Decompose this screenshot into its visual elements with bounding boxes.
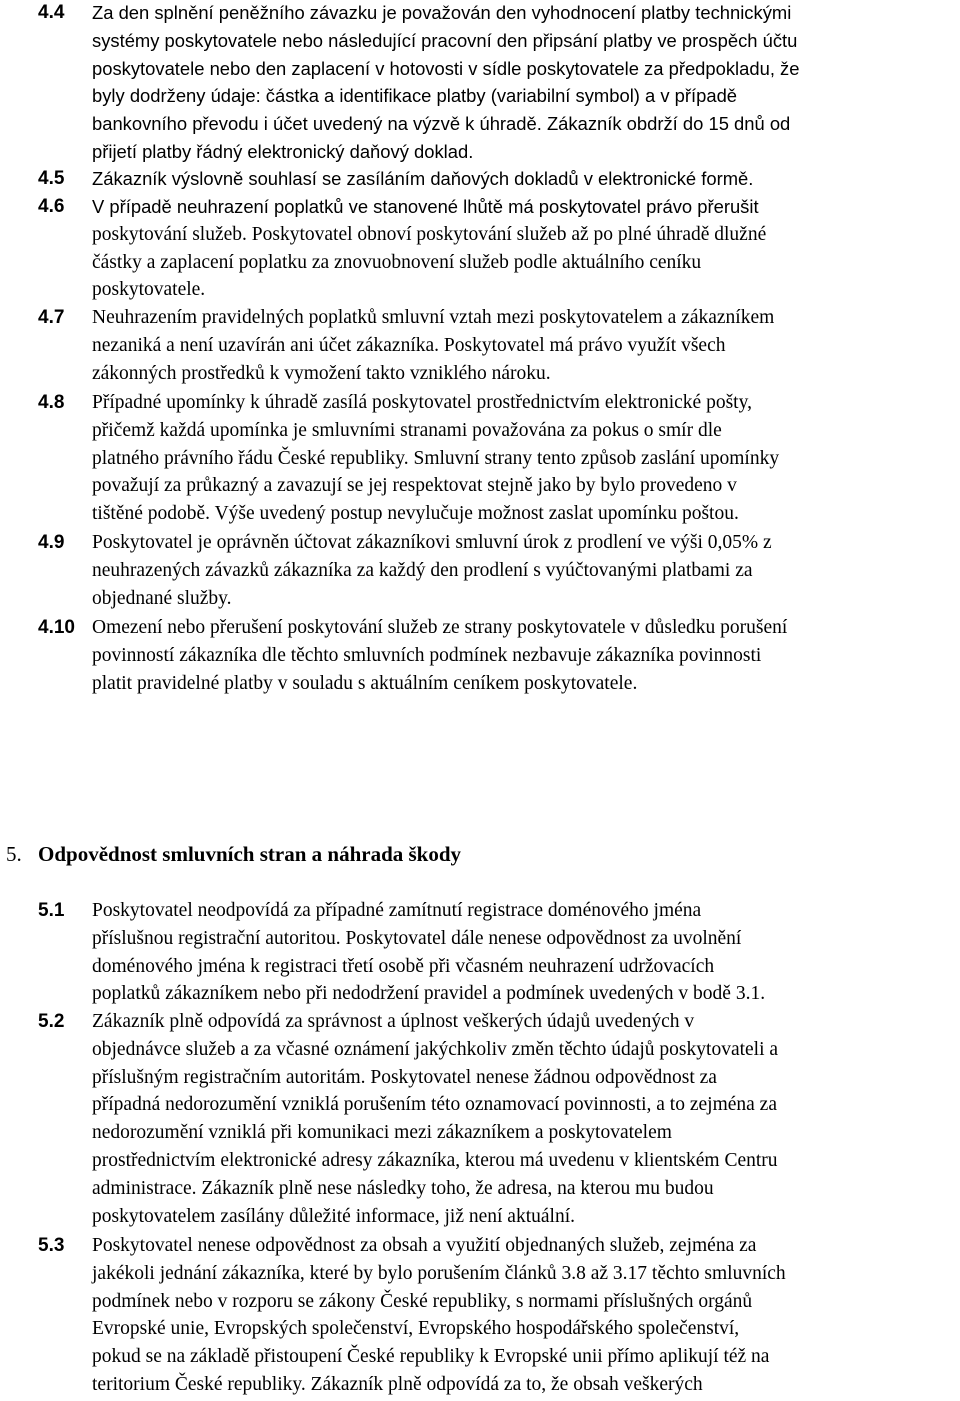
clause-line: považují za průkazný a zavazují se jej respektovat stejně jako by bylo provedeno v: [92, 475, 737, 497]
clause-line: administrace. Zákazník plně nese následky toho, že adresa, na kterou mu budou: [92, 1177, 714, 1199]
clause-line: Zákazník plně odpovídá za správnost a úplnost veškerých údajů uvedených v: [92, 1011, 695, 1032]
clause-line: Zákazník výslovně souhlasí se zasíláním daňových dokladů v elektronické formě.: [92, 168, 754, 189]
clause-number: 5.3: [38, 1235, 65, 1256]
clause-number: 4.4: [38, 2, 65, 23]
clause-number: 4.9: [38, 532, 65, 553]
clause-line: Případné upomínky k úhradě zasílá poskytovatel prostřednictvím elektronické pošty,: [92, 392, 752, 413]
clause-line: poskytovatelem zasílány důležité informace, již není aktuální.: [92, 1205, 575, 1227]
clause-line: Neuhrazením pravidelných poplatků smluvní vztah mezi poskytovatelem a zákazníkem: [92, 307, 775, 328]
clause-line: příslušnou registrační autoritou. Poskytovatel dále nenese odpovědnost za uvolnění: [92, 927, 742, 949]
clause-number: 4.7: [38, 307, 65, 328]
clause-line: částky a zaplacení poplatku za znovuobnovení služeb podle aktuálního ceníku: [92, 251, 702, 273]
clause-line: poskytovatele.: [92, 279, 206, 301]
clause-number: 4.5: [38, 168, 65, 189]
clause-number: 4.6: [38, 196, 65, 217]
clause-line: pokud se na základě přistoupení České republiky k Evropské unii přímo aplikují též na: [92, 1346, 770, 1368]
clause-line: povinností zákazníka dle těchto smluvních podmínek nezbavuje zákazníka povinnosti: [92, 644, 762, 666]
clause-line: bankovního převodu i účet uvedený na výzvě k úhradě. Zákazník obdrží do 15 dnů od: [92, 113, 791, 135]
clause-line: Evropské unie, Evropských společenství, Evropského hospodářského společenství,: [92, 1318, 740, 1340]
clause-line: Poskytovatel je oprávněn účtovat zákazníkovi smluvní úrok z prodlení ve výši 0,05% z: [92, 532, 772, 553]
clause-number: 4.8: [38, 392, 65, 413]
clause-line: Za den splnění peněžního závazku je považován den vyhodnocení platby technickými: [92, 2, 792, 23]
clause-line: doménového jména k registraci třetí osobě při včasném neuhrazení udržovacích: [92, 955, 715, 977]
clause-number: 4.10: [38, 617, 75, 638]
section-number: 5.: [6, 842, 22, 866]
clause-line: prostřednictvím elektronické adresy zákazníka, kterou má uvedenu v klientském Centru: [92, 1149, 778, 1171]
clause-line: byly dodrženy údaje: částka a identifikace platby (variabilní symbol) a v případě: [92, 85, 738, 107]
section-title: Odpovědnost smluvních stran a náhrada škody: [38, 842, 462, 866]
clause-line: systémy poskytovatele nebo následující pracovní den připsání platby ve prospěch účtu: [92, 29, 798, 51]
clause-line: poskytování služeb. Poskytovatel obnoví poskytování služeb až po plné úhradě dlužné: [92, 223, 767, 245]
clause-line: podmínek nebo v rozporu se zákony České republiky, s normami příslušných orgánů: [92, 1290, 753, 1312]
clause-line: nezaniká a není uzavírán ani účet zákazníka. Poskytovatel má právo využít všech: [92, 334, 726, 356]
clause-line: přičemž každá upomínka je smluvními stranami považována za pokus o smír dle: [92, 419, 722, 441]
clause-line: poskytovatele nebo den zaplacení v hotovosti v sídle poskytovatele za předpokladu, že: [92, 57, 800, 79]
clause-line: nedorozumění vzniklá při komunikaci mezi zákazníkem a poskytovatelem: [92, 1122, 672, 1144]
clause-line: Omezení nebo přerušení poskytování služeb ze strany poskytovatele v důsledku porušení: [92, 617, 788, 638]
clause-line: případná nedorozumění vzniklá porušením této oznamovací povinnosti, a to zejména za: [92, 1094, 777, 1116]
clause-line: jakékoli jednání zákazníka, které by bylo porušením článků 3.8 až 3.17 těchto smluvních: [92, 1262, 786, 1284]
clause-line: Poskytovatel neodpovídá za případné zamítnutí registrace doménového jména: [92, 900, 702, 921]
clause-line: tištěné podobě. Výše uvedený postup nevylučuje možnost zaslat upomínku poštou.: [92, 503, 739, 525]
clause-number: 5.1: [38, 900, 65, 921]
clause-line: objednané služby.: [92, 587, 232, 609]
clause-line: V případě neuhrazení poplatků ve stanovené lhůtě má poskytovatel právo přerušit: [92, 196, 759, 217]
clause-line: přijetí platby řádný elektronický daňový doklad.: [92, 140, 474, 162]
clause-number: 5.2: [38, 1011, 65, 1032]
clause-line: platit pravidelné platby v souladu s aktuálním ceníkem poskytovatele.: [92, 672, 638, 694]
clause-line: příslušným registračním autoritám. Poskytovatel nenese žádnou odpovědnost za: [92, 1066, 717, 1088]
clause-line: platného právního řádu České republiky. Smluvní strany tento způsob zaslání upomínky: [92, 447, 780, 469]
clause-line: neuhrazených závazků zákazníka za každý den prodlení s vyúčtovanými platbami za: [92, 559, 753, 581]
clause-line: Poskytovatel nenese odpovědnost za obsah a využití objednaných služeb, zejména za: [92, 1235, 757, 1256]
clause-line: poplatků zákazníkem nebo při nedodržení pravidel a podmínek uvedených v bodě 3.1.: [92, 983, 766, 1005]
clause-line: zákonných prostředků k vymožení takto vzniklého nároku.: [92, 362, 551, 384]
clause-line: teritorium České republiky. Zákazník plně odpovídá za to, že obsah veškerých: [92, 1373, 703, 1395]
clause-line: objednávce služeb a za včasné oznámení jakýchkoliv změn těchto údajů poskytovateli a: [92, 1038, 779, 1060]
